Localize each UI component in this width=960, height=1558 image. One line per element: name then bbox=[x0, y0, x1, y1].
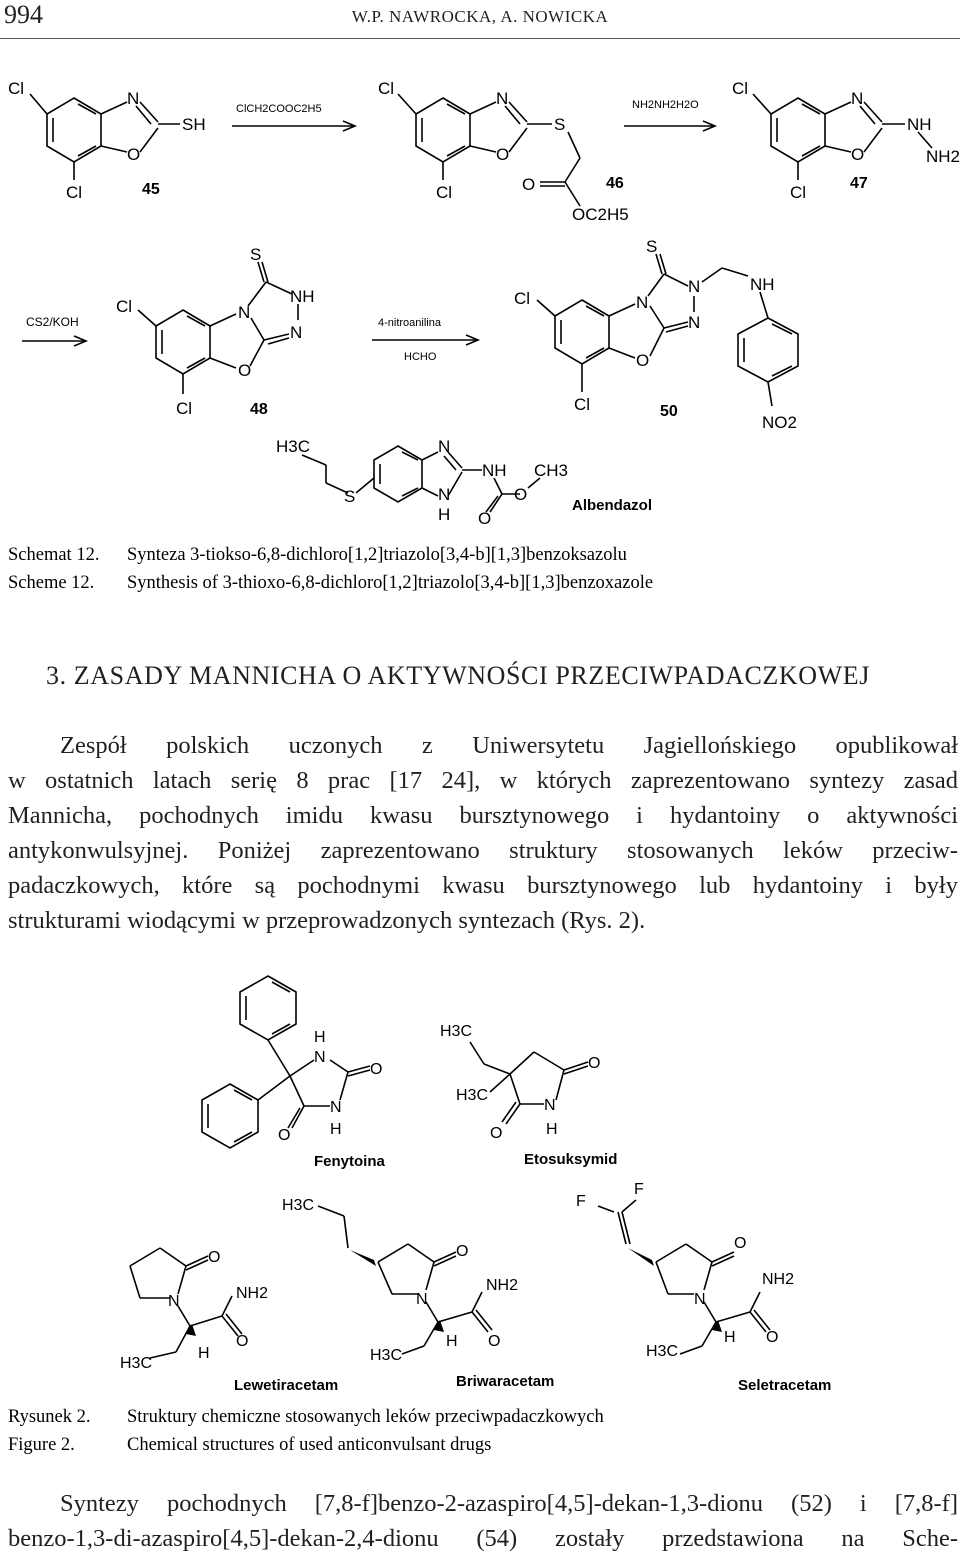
atom-label: H3C bbox=[370, 1347, 403, 1364]
atom-label: NH2 bbox=[926, 147, 960, 166]
atom-label: O bbox=[236, 1333, 249, 1350]
drug-name-seletracetam: Seletracetam bbox=[738, 1377, 832, 1394]
atom-label: H bbox=[724, 1329, 736, 1346]
atom-label: H3C bbox=[646, 1343, 679, 1360]
atom-label: NH bbox=[750, 275, 775, 294]
atom-label: F bbox=[634, 1181, 644, 1198]
atom-label: N bbox=[688, 277, 701, 296]
compound-number-46: 46 bbox=[606, 175, 624, 192]
atom-label: O bbox=[278, 1127, 291, 1144]
atom-label: NH bbox=[290, 287, 315, 306]
atom-label: CH3 bbox=[534, 461, 569, 480]
scheme-caption-pl-text: Synteza 3-tiokso-6,8-dichloro[1,2]triazolo[3,4-b][1,3]benzoksazolu bbox=[127, 545, 627, 565]
atom-label: O bbox=[238, 361, 252, 380]
drug-name-fenytoina: Fenytoina bbox=[314, 1153, 385, 1170]
atom-label: N bbox=[496, 89, 509, 108]
compound-name-albendazol: Albendazol bbox=[572, 497, 653, 514]
atom-label: H3C bbox=[276, 437, 311, 456]
drug-name-briwaracetam: Briwaracetam bbox=[456, 1373, 555, 1390]
reagent-label: 4-nitroanilina bbox=[378, 317, 441, 329]
atom-label: O bbox=[488, 1333, 501, 1350]
reagent-label: NH2NH2H2O bbox=[632, 99, 699, 111]
bottom-paragraph bbox=[8, 1486, 958, 1556]
atom-label: H3C bbox=[456, 1087, 489, 1104]
figure-caption-pl-label: Rysunek 2. bbox=[8, 1407, 91, 1427]
atom-label: N bbox=[438, 485, 451, 504]
atom-label: S bbox=[250, 245, 262, 264]
reagent-label: CS2/KOH bbox=[26, 315, 79, 329]
atom-label: N bbox=[851, 89, 864, 108]
atom-label: Cl bbox=[514, 289, 531, 308]
scheme-caption-en-label: Scheme 12. bbox=[8, 573, 95, 593]
atom-label: O bbox=[636, 351, 650, 370]
paragraph-line: benzo-1,3-di-azaspiro[4,5]-dekan-2,4-dionu (54) zostały przedstawiona na Sche- bbox=[8, 1525, 958, 1552]
atom-label: N bbox=[238, 303, 251, 322]
atom-label: N bbox=[636, 293, 649, 312]
atom-label: H bbox=[438, 505, 451, 524]
scheme-caption-pl-label: Schemat 12. bbox=[8, 545, 100, 565]
atom-label: N bbox=[330, 1099, 342, 1116]
running-head: W.P. NAWROCKA, A. NOWICKA bbox=[351, 7, 609, 26]
atom-label: Cl bbox=[176, 399, 193, 418]
atom-label: NH2 bbox=[486, 1277, 519, 1294]
paragraph-line: w ostatnich latach serię 8 prac [17 24], w których zaprezentowano syntezy zasad bbox=[8, 767, 958, 794]
atom-label: N bbox=[544, 1097, 556, 1114]
compound-number-50: 50 bbox=[660, 403, 678, 420]
atom-label: O bbox=[370, 1061, 383, 1078]
atom-label: N bbox=[290, 323, 303, 342]
atom-label: Cl bbox=[116, 297, 133, 316]
atom-label: O bbox=[496, 145, 510, 164]
figure-caption-en-text: Chemical structures of used anticonvulsant drugs bbox=[127, 1435, 492, 1455]
atom-label: H bbox=[546, 1121, 558, 1138]
compound-number-48: 48 bbox=[250, 401, 268, 418]
reagent-label: ClCH2COOC2H5 bbox=[236, 103, 322, 115]
atom-label: N bbox=[694, 1291, 706, 1308]
paragraph-line: strukturami wiodącymi w przeprowadzonych syntezach (Rys. 2). bbox=[8, 907, 646, 934]
atom-label: Cl bbox=[732, 79, 749, 98]
atom-label: H3C bbox=[120, 1355, 153, 1372]
atom-label: O bbox=[127, 145, 141, 164]
atom-label: O bbox=[456, 1243, 469, 1260]
atom-label: N bbox=[688, 313, 701, 332]
atom-label: F bbox=[576, 1193, 586, 1210]
atom-label: Cl bbox=[66, 183, 83, 202]
atom-label: OC2H5 bbox=[572, 205, 629, 224]
atom-label: NH bbox=[907, 115, 932, 134]
atom-label: O bbox=[734, 1235, 747, 1252]
drug-name-lewetiracetam: Lewetiracetam bbox=[234, 1377, 339, 1394]
atom-label: O bbox=[208, 1249, 221, 1266]
atom-label: N bbox=[168, 1293, 180, 1310]
paragraph-line: Syntezy pochodnych [7,8-f]benzo-2-azaspiro[4,5]-dekan-1,3-dionu (52) i [7,8-f] bbox=[60, 1490, 958, 1517]
compound-number-45: 45 bbox=[142, 181, 160, 198]
atom-label: Cl bbox=[378, 79, 395, 98]
atom-label: O bbox=[766, 1329, 779, 1346]
atom-label: NH2 bbox=[762, 1271, 795, 1288]
atom-label: O bbox=[514, 485, 528, 504]
atom-label: N bbox=[314, 1049, 326, 1066]
atom-label: S bbox=[344, 487, 356, 506]
atom-label: O bbox=[588, 1055, 601, 1072]
paragraph-line: Mannicha, pochodnych imidu kwasu bursztynowego i hydantoiny o aktywności bbox=[8, 802, 958, 829]
atom-label: H3C bbox=[282, 1197, 315, 1214]
reagent-label: HCHO bbox=[404, 351, 437, 363]
figure-caption-en-label: Figure 2. bbox=[8, 1435, 75, 1455]
atom-label: H bbox=[314, 1029, 326, 1046]
drug-name-etosuksymid: Etosuksymid bbox=[524, 1151, 618, 1168]
section-heading: 3. ZASADY MANNICHA O AKTYWNOŚCI PRZECIWPADACZKOWEJ bbox=[46, 661, 870, 690]
atom-label: S bbox=[646, 237, 658, 256]
atom-label: Cl bbox=[436, 183, 453, 202]
atom-label: NH bbox=[482, 461, 507, 480]
paragraph-line: antykonwulsyjnej. Poniżej zaprezentowano struktury stosowanych leków przeciw- bbox=[8, 837, 958, 864]
atom-label: H3C bbox=[440, 1023, 473, 1040]
page-number: 994 bbox=[4, 0, 43, 29]
figure-caption-pl-text: Struktury chemiczne stosowanych leków przeciwpadaczkowych bbox=[127, 1407, 604, 1427]
atom-label: N bbox=[416, 1291, 428, 1308]
atom-label: H bbox=[446, 1333, 458, 1350]
atom-label: SH bbox=[182, 115, 206, 134]
atom-label: S bbox=[554, 115, 566, 134]
atom-label: NO2 bbox=[762, 413, 797, 432]
atom-label: Cl bbox=[574, 395, 591, 414]
atom-label: O bbox=[522, 175, 536, 194]
atom-label: H bbox=[330, 1121, 342, 1138]
atom-label: O bbox=[478, 509, 492, 528]
atom-label: Cl bbox=[790, 183, 807, 202]
atom-label: O bbox=[490, 1125, 503, 1142]
atom-label: H bbox=[198, 1345, 210, 1362]
paragraph-line: padaczkowych, które są pochodnymi kwasu bursztynowego lub hydantoiny i były bbox=[8, 872, 958, 899]
body-paragraph bbox=[8, 728, 958, 938]
paragraph-line: Zespół polskich uczonych z Uniwersytetu Jagiellońskiego opublikował bbox=[60, 732, 958, 759]
atom-label: NH2 bbox=[236, 1285, 269, 1302]
atom-label: O bbox=[851, 145, 865, 164]
compound-number-47: 47 bbox=[850, 175, 868, 192]
atom-label: N bbox=[127, 89, 140, 108]
atom-label: N bbox=[438, 437, 451, 456]
scheme-caption-en-text: Synthesis of 3-thioxo-6,8-dichloro[1,2]triazolo[3,4-b][1,3]benzoxazole bbox=[127, 573, 654, 593]
atom-label: Cl bbox=[8, 79, 25, 98]
